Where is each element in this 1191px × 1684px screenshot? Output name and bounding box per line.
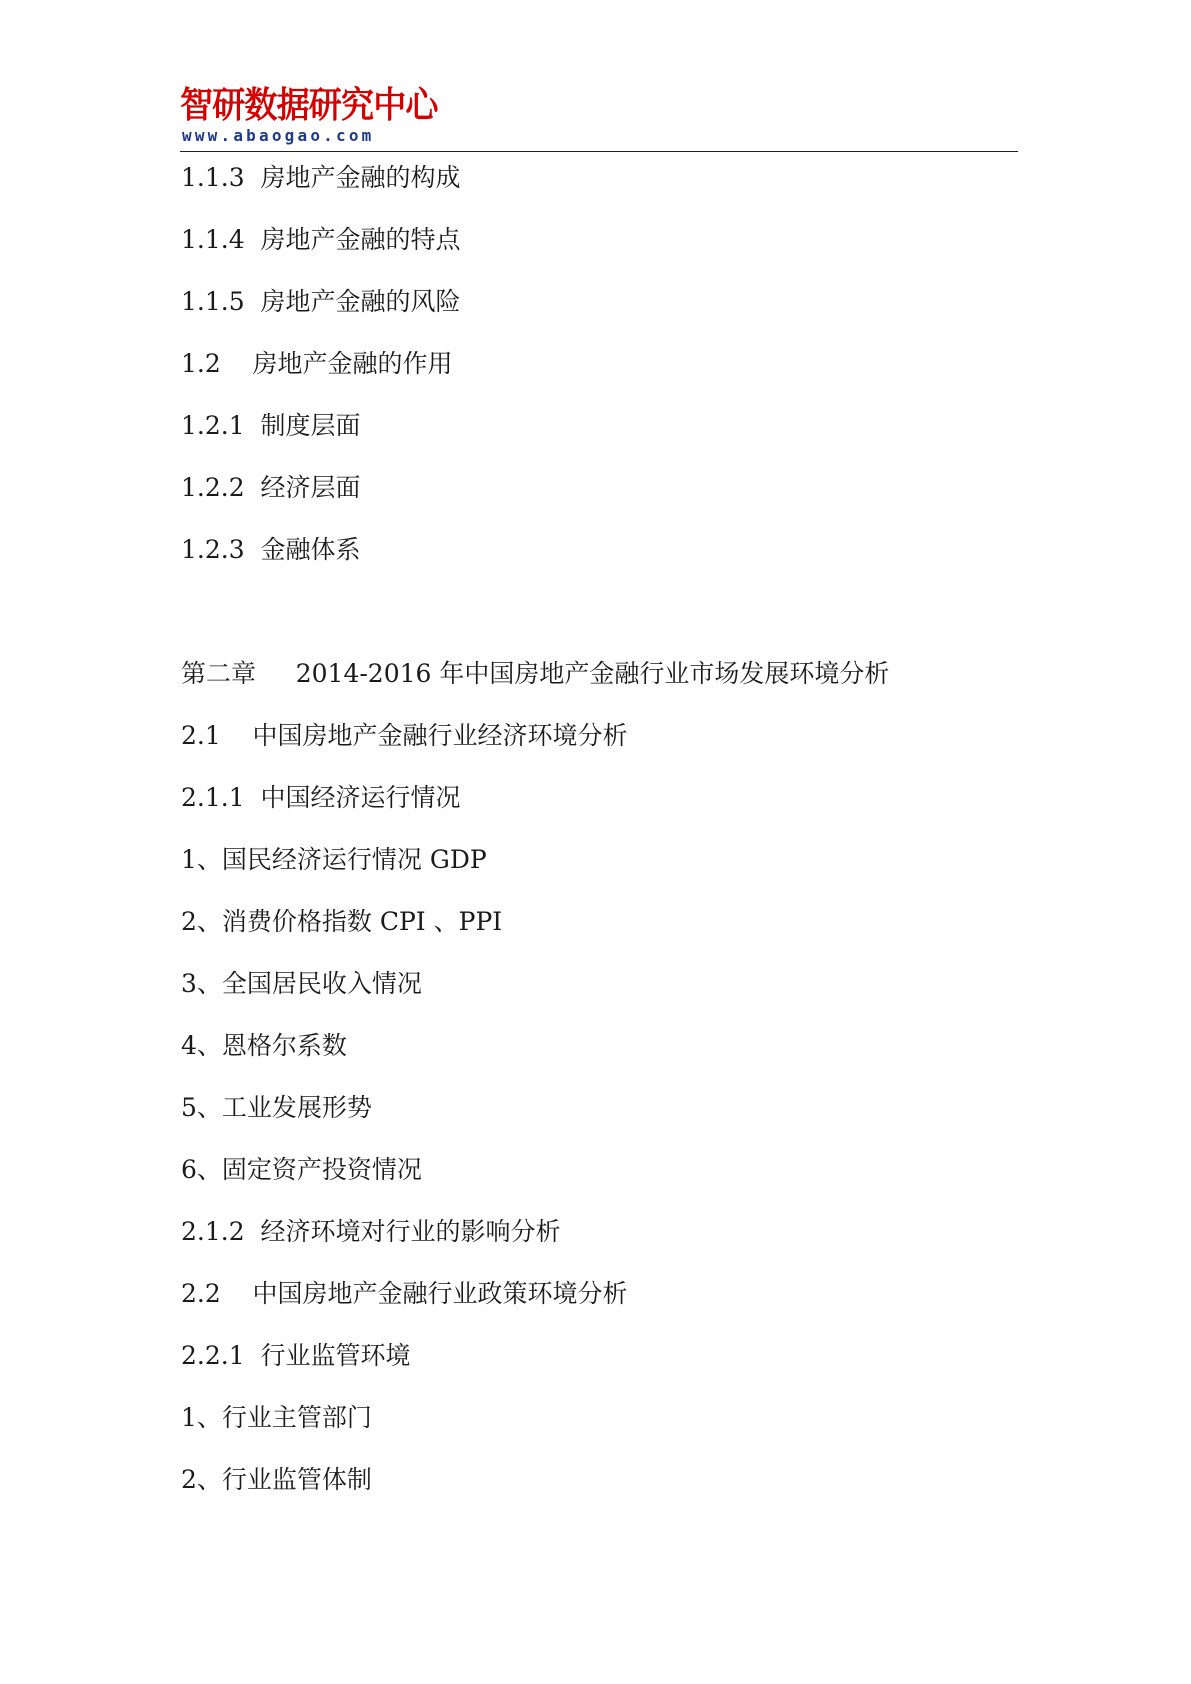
logo-url: www.abaogao.com	[182, 126, 375, 145]
toc-entry: 6、固定资产投资情况	[181, 1155, 422, 1184]
toc-entry: 2.1.2 经济环境对行业的影响分析	[181, 1217, 561, 1246]
logo-title: 智研数据研究中心	[180, 85, 438, 126]
toc-entry: 2.2.1 行业监管环境	[181, 1341, 411, 1370]
toc-entry: 3、全国居民收入情况	[181, 969, 422, 998]
toc-entry: 2.1 中国房地产金融行业经济环境分析	[181, 721, 628, 750]
toc-entry: 2、行业监管体制	[181, 1465, 372, 1494]
toc-entry: 1.2 房地产金融的作用	[181, 349, 453, 378]
toc-entry: 1、行业主管部门	[181, 1403, 372, 1432]
toc-entry: 1.2.2 经济层面	[181, 473, 361, 502]
toc-entry: 1、国民经济运行情况 GDP	[181, 845, 487, 874]
toc-entry: 1.1.3 房地产金融的构成	[181, 163, 461, 192]
toc-entry: 1.1.4 房地产金融的特点	[181, 225, 461, 254]
header-divider	[180, 151, 1018, 152]
toc-entry: 1.1.5 房地产金融的风险	[181, 287, 461, 316]
toc-entry: 2.2 中国房地产金融行业政策环境分析	[181, 1279, 628, 1308]
toc-entry: 2.1.1 中国经济运行情况	[181, 783, 461, 812]
toc-entry: 2、消费价格指数 CPI 、PPI	[181, 907, 503, 936]
toc-entry: 5、工业发展形势	[181, 1093, 372, 1122]
toc-entry: 1.2.3 金融体系	[181, 535, 361, 564]
chapter-heading: 第二章 2014-2016 年中国房地产金融行业市场发展环境分析	[181, 659, 890, 688]
toc-entry: 1.2.1 制度层面	[181, 411, 361, 440]
toc-entry: 4、恩格尔系数	[181, 1031, 347, 1060]
